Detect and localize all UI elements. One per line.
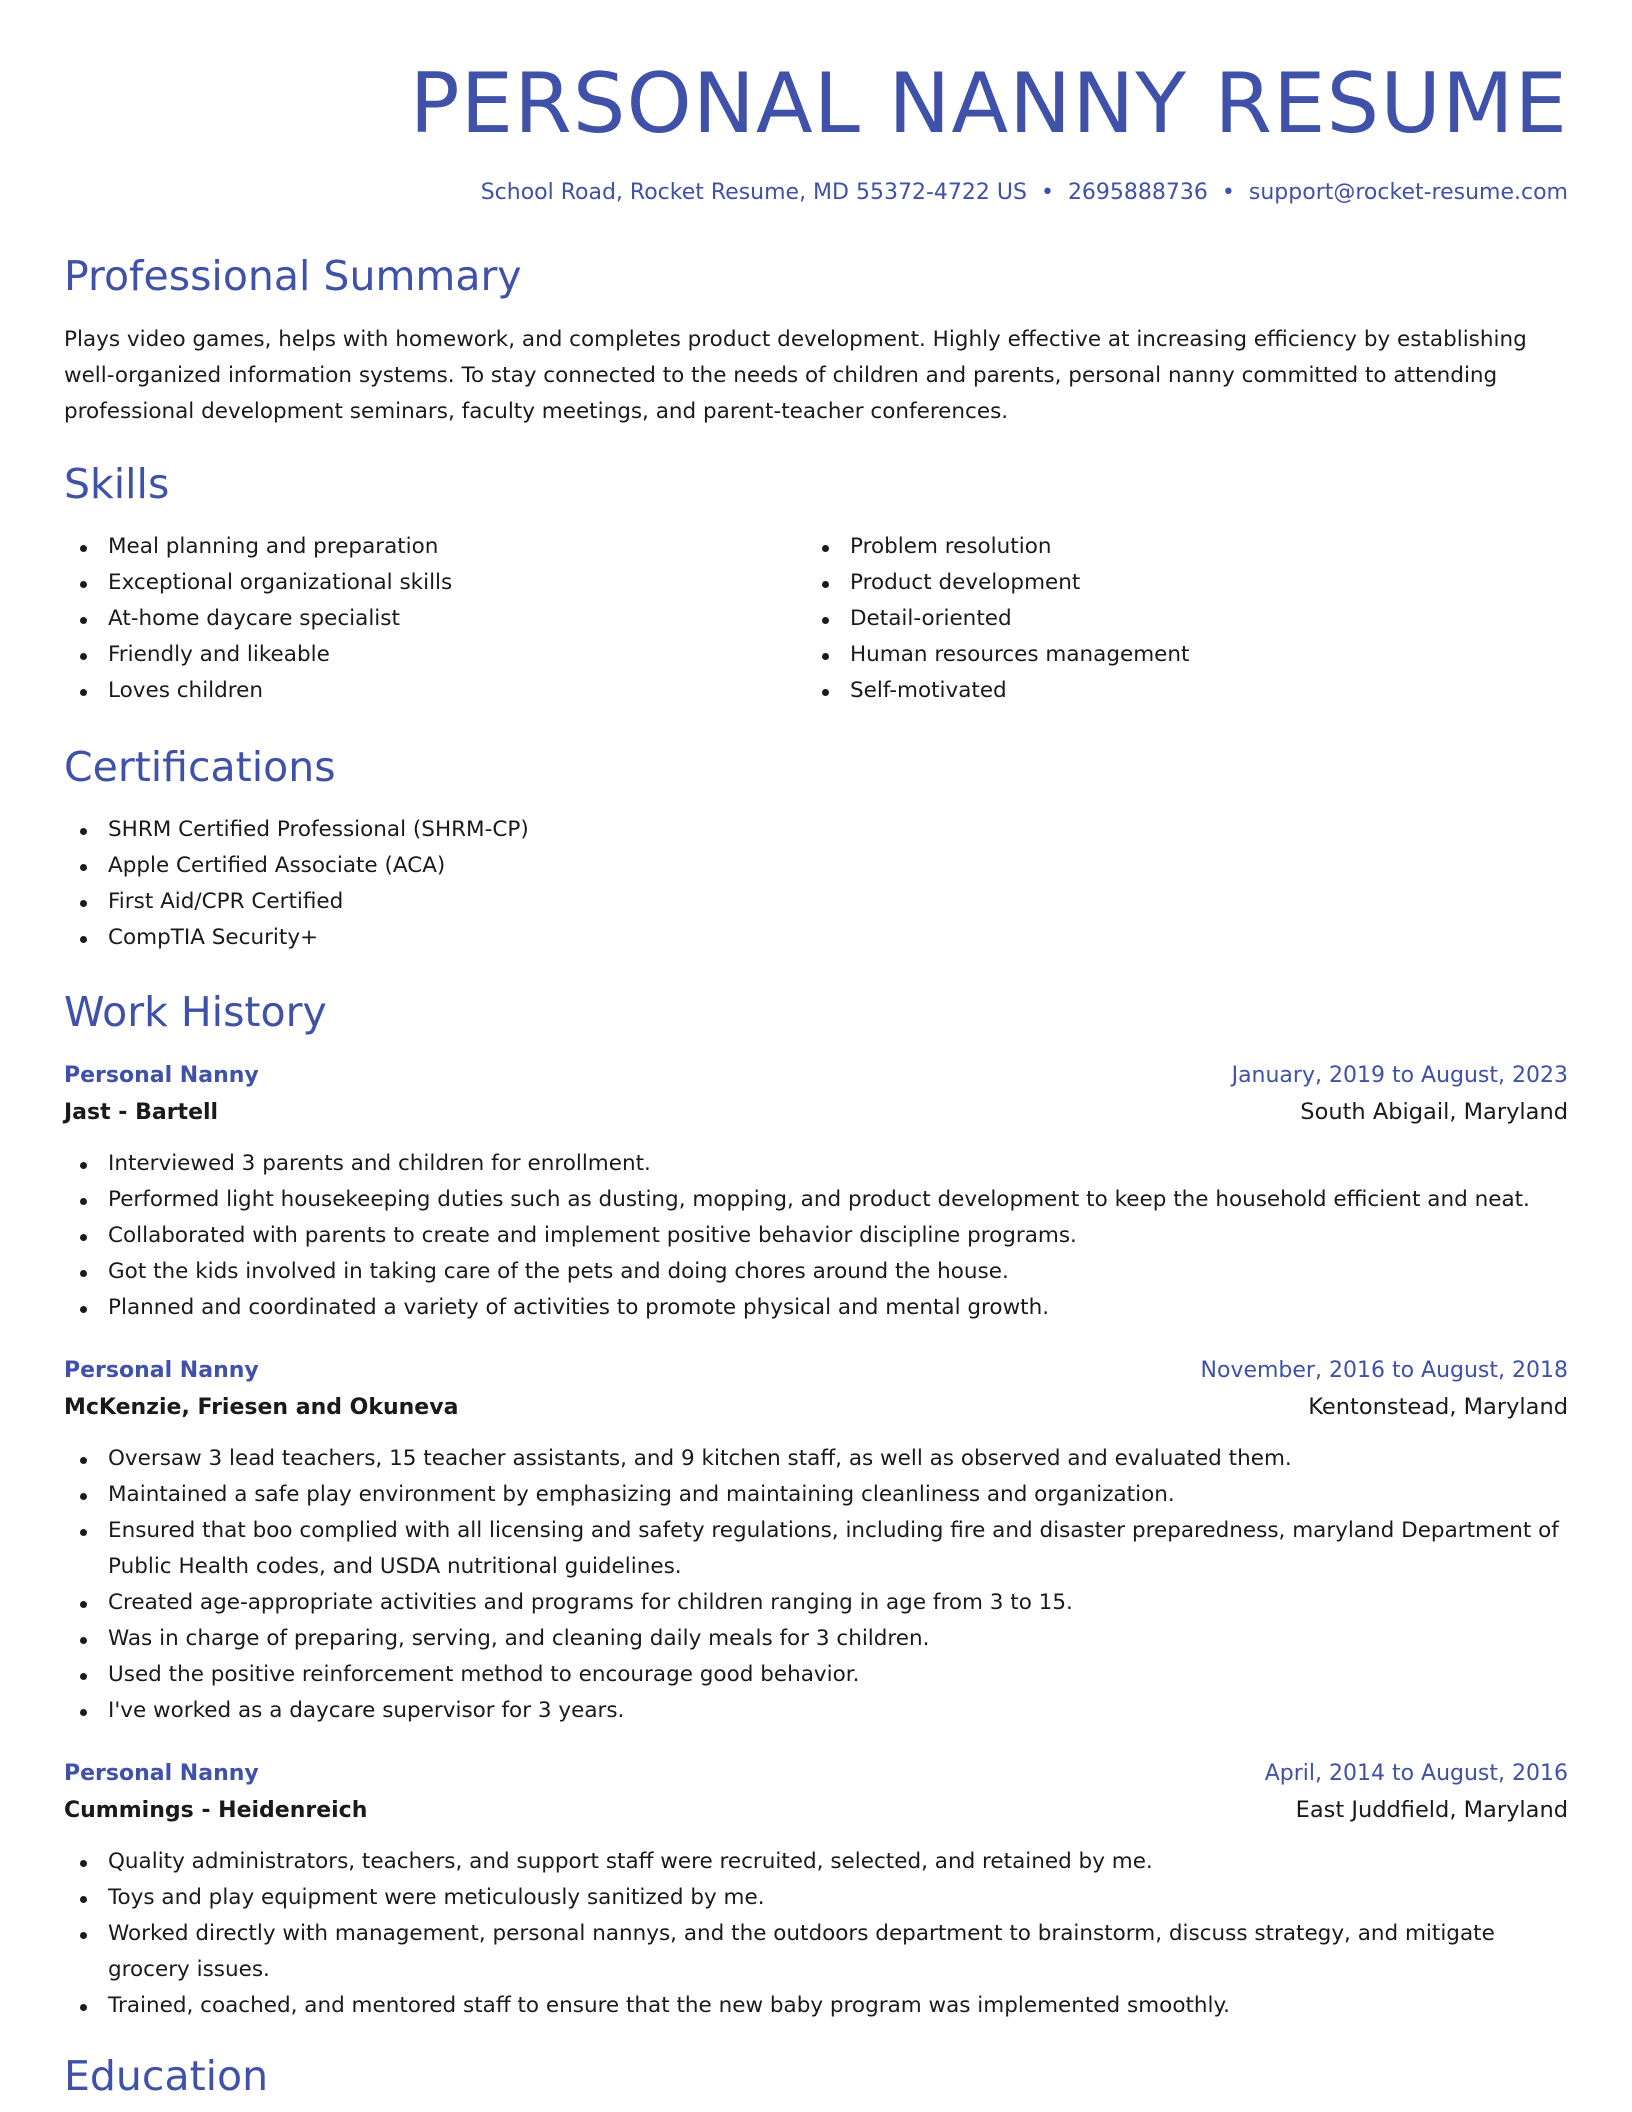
job-company: Jast - Bartell [64,1100,219,1125]
job-duty-item: Was in charge of preparing, serving, and cleaning daily meals for 3 children. [64,1621,1568,1657]
job-header-row [64,1059,1568,1093]
skill-item: Detail-oriented [806,601,1548,637]
skill-item: Product development [806,565,1548,601]
section-title-summary: Professional Summary [64,252,522,300]
job-location: East Juddfield, Maryland [1295,1797,1568,1823]
job-entry [64,1757,1568,2024]
job-duty-item: Ensured that boo complied with all licensing and safety regulations, including fire and disaster preparedness, maryland Department of Public Health codes, and USDA nutritional guidelines. [64,1513,1568,1585]
skills-column-right [806,529,1548,709]
skill-item: Loves children [64,673,806,709]
job-duty-item: Interviewed 3 parents and children for enrollment. [64,1146,1568,1182]
certification-item: First Aid/CPR Certified [64,884,1568,920]
summary-text: Plays video games, helps with homework, and completes product development. Highly effective at increasing efficiency by establishing well-organized information systems. To stay connected to the needs of children and parents, personal nanny committed to attending professional development seminars, faculty meetings, and parent-teacher conferences. [64,327,1527,424]
job-company: Cummings - Heidenreich [64,1798,368,1823]
skills-column-left [64,529,806,709]
job-location: Kentonstead, Maryland [1308,1394,1568,1420]
job-duty-item: I've worked as a daycare supervisor for 3 years. [64,1693,1568,1729]
section-title-skills: Skills [64,460,170,508]
skill-item: Meal planning and preparation [64,529,806,565]
job-duties-list [64,1441,1568,1729]
skill-item: Exceptional organizational skills [64,565,806,601]
job-company: McKenzie, Friesen and Okuneva [64,1395,459,1420]
job-duties-list [64,1844,1568,2024]
job-header-row [64,1757,1568,1791]
contact-email[interactable]: support@rocket-resume.com [1248,180,1568,205]
skill-item: At-home daycare specialist [64,601,806,637]
certification-item: SHRM Certified Professional (SHRM-CP) [64,812,1568,848]
section-title-work-history: Work History [64,988,327,1036]
skill-item: Problem resolution [806,529,1548,565]
job-duty-item: Quality administrators, teachers, and support staff were recruited, selected, and retained by me. [64,1844,1568,1880]
job-duty-item: Performed light housekeeping duties such as dusting, mopping, and product development to keep the household efficient and neat. [64,1182,1568,1218]
job-title: Personal Nanny [64,1358,259,1383]
certification-item: Apple Certified Associate (ACA) [64,848,1568,884]
job-duty-item: Trained, coached, and mentored staff to ensure that the new baby program was implemented smoothly. [64,1988,1568,2024]
skills-columns [64,529,1568,709]
section-title-certifications: Certifications [64,743,336,791]
job-duty-item: Used the positive reinforcement method to encourage good behavior. [64,1657,1568,1693]
contact-phone: 2695888736 [1067,180,1208,205]
skills-list-left [64,529,806,709]
resume-page [64,0,1568,2100]
skills-list-right [806,529,1548,709]
job-dates: November, 2016 to August, 2018 [1200,1358,1568,1383]
certifications-list [64,812,1568,956]
job-entry [64,1059,1568,1326]
contact-separator: • [1221,180,1235,205]
contact-separator: • [1040,180,1054,205]
job-company-row [64,1791,1568,1830]
skill-item: Self-motivated [806,673,1548,709]
skill-item: Human resources management [806,637,1548,673]
job-company-row [64,1388,1568,1427]
certification-item: CompTIA Security+ [64,920,1568,956]
skill-item: Friendly and likeable [64,637,806,673]
job-dates: January, 2019 to August, 2023 [1231,1063,1568,1088]
job-duty-item: Worked directly with management, personal nannys, and the outdoors department to brainstorm, discuss strategy, and mitigate grocery issues. [64,1916,1568,1988]
job-title: Personal Nanny [64,1063,259,1088]
job-duties-list [64,1146,1568,1326]
job-header-row [64,1354,1568,1388]
job-duty-item: Created age-appropriate activities and programs for children ranging in age from 3 to 15. [64,1585,1568,1621]
job-duty-item: Toys and play equipment were meticulously sanitized by me. [64,1880,1568,1916]
job-duty-item: Oversaw 3 lead teachers, 15 teacher assistants, and 9 kitchen staff, as well as observed and evaluated them. [64,1441,1568,1477]
job-duty-item: Collaborated with parents to create and implement positive behavior discipline programs. [64,1218,1568,1254]
contact-address: School Road, Rocket Resume, MD 55372-4722 US [480,180,1027,205]
job-duty-item: Got the kids involved in taking care of the pets and doing chores around the house. [64,1254,1568,1290]
job-duty-item: Planned and coordinated a variety of activities to promote physical and mental growth. [64,1290,1568,1326]
job-title: Personal Nanny [64,1761,259,1786]
resume-title: PERSONAL NANNY RESUME [409,55,1568,152]
section-title-education: Education [64,2052,269,2100]
job-entry [64,1354,1568,1729]
job-location: South Abigail, Maryland [1300,1099,1568,1125]
job-company-row [64,1093,1568,1132]
job-duty-item: Maintained a safe play environment by emphasizing and maintaining cleanliness and organization. [64,1477,1568,1513]
contact-line [64,182,1568,204]
job-dates: April, 2014 to August, 2016 [1264,1761,1568,1786]
